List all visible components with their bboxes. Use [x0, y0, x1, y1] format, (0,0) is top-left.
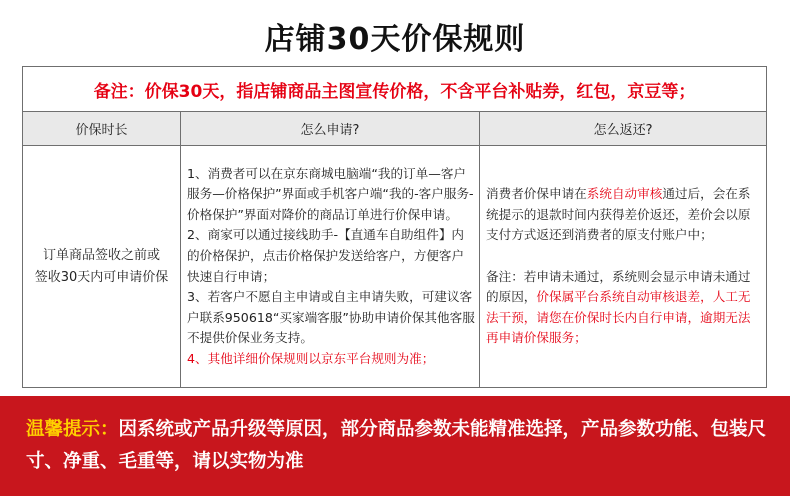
tip-label: 温馨提示：	[26, 419, 119, 440]
duration-line-1: 订单商品签收之前或	[42, 247, 160, 263]
apply-cell	[181, 146, 480, 388]
price-protection-table	[22, 66, 767, 388]
refund-note-highlight: 价保属平台系统自动审核退差，人工无法干预，请您在价保时长内自行申请，逾期无法再申请价保服务；	[486, 289, 751, 346]
refund-text-before: 消费者价保申请在	[486, 185, 587, 201]
note-row	[23, 67, 767, 112]
paragraph-gap	[486, 246, 760, 267]
duration-line-2: 签收30天内可申请价保	[34, 269, 169, 285]
apply-step-4: 4、其他详细价保规则以京东平台规则为准；	[187, 350, 435, 366]
apply-step-3: 3、若客户不愿自主申请或自主申请失败，可建议客户联系950618“买家端客服”协助申请价保其他客服不提供价保业务支持。	[187, 289, 475, 346]
header-duration: 价保时长	[23, 112, 181, 146]
header-apply: 怎么申请?	[181, 112, 480, 146]
refund-text-after: 通过后，会在系统提示的退款时间内获得差价返还，差价会以原支付方式返还到消费者的原支付账户中；	[486, 185, 751, 243]
header-refund: 怎么返还?	[480, 112, 767, 146]
refund-note-text: 备注：若申请未通过，系统则会显示申请未通过的原因，	[486, 268, 751, 305]
refund-highlight-auto-review: 系统自动审核	[586, 185, 663, 201]
page-title: 店铺30天价保规则	[264, 22, 526, 57]
refund-cell	[480, 146, 767, 388]
table-header-row	[23, 112, 767, 146]
apply-step-1: 1、消费者可以在京东商城电脑端“我的订单—客户服务—价格保护”界面或手机客户端“我的-客户服务-价格保护”界面对降价的商品订单进行价保申请。	[187, 165, 474, 222]
apply-step-2: 2、商家可以通过接线助手-【直通车自助组件】内的价格保护，点击价格保护发送给客户，方便客户快速自行申请；	[187, 227, 465, 284]
tip-text: 因系统或产品升级等原因，部分商品参数未能精准选择，产品参数功能、包装尺寸、净重、毛重等，请以实物为准	[26, 419, 767, 472]
duration-cell	[23, 146, 181, 388]
table-row	[23, 146, 767, 388]
refund-paragraph-1	[486, 184, 760, 246]
tip-banner	[0, 396, 790, 496]
refund-paragraph-2	[486, 267, 760, 349]
note-text: 备注：价保30天，指店铺商品主图宣传价格，不含平台补贴券，红包，京豆等；	[23, 67, 767, 112]
